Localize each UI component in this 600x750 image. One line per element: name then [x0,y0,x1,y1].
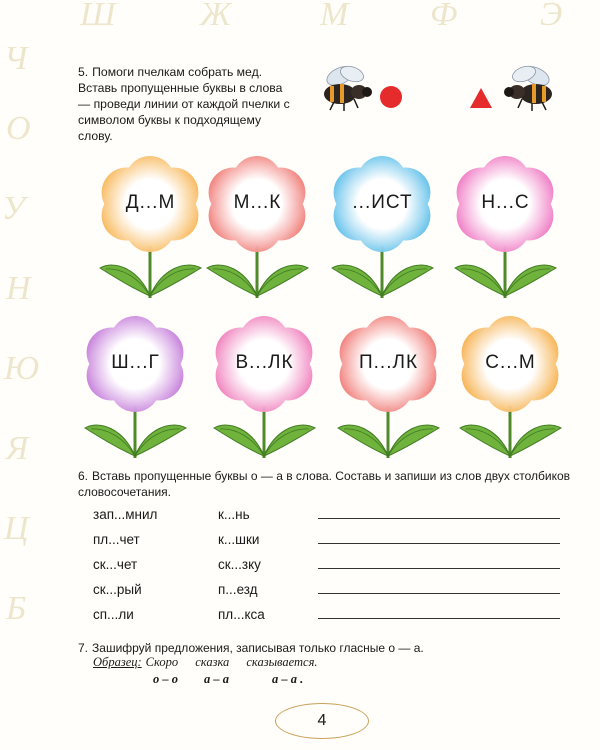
bee-left-illustration [316,64,378,114]
vowel-code: о – о [153,672,178,686]
flower-word: М...К [233,192,282,213]
exercise-5-number: 5. [78,65,89,79]
vowel-code: а – а [204,672,229,686]
flower-word: В...ЛК [235,352,294,373]
word-item: к...шки [218,532,260,547]
word-item: ск...чет [93,557,138,572]
sample-line [93,655,318,670]
word-item: пл...кса [218,607,265,622]
exercise-7-text: Зашифруй предложения, записывая только гласные о — а. [92,641,424,655]
flower-word: ...ИСТ [352,192,413,213]
bee-right-illustration [498,64,560,114]
sample-label: Образец: [93,655,142,669]
word-column-2 [218,502,265,627]
flower-card[interactable] [458,316,563,466]
word-item: пл...чет [93,532,140,547]
flower-word: Д...М [125,192,176,213]
flower-card[interactable] [336,316,441,466]
exercise-5-instructions [78,64,293,144]
exercise-6-instructions [78,468,578,500]
exercise-6-number: 6. [78,469,89,483]
flower-card[interactable] [83,316,188,466]
word-item: к...нь [218,507,250,522]
exercise-5-text: Помоги пчелкам собрать мед. Вставь пропущенные буквы в слова — проведи линии от каждой пчелки с символом буквы к подходящему слову. [78,65,290,143]
vowel-code: а – а . [272,672,304,686]
flower-card[interactable] [330,156,435,306]
red-circle-symbol [380,86,402,108]
flower-card[interactable] [205,156,310,306]
flower-card[interactable] [212,316,317,466]
red-triangle-symbol [470,88,492,108]
word-item: зап...мнил [93,507,158,522]
word-column-1 [93,502,157,627]
background-letter-pattern: Ч О У Н Ю Я Ц Б Ш Ж М Ф Э [2,0,563,627]
page-number: 4 [275,703,369,739]
answer-line[interactable] [318,543,560,544]
flower-word: С...М [485,352,536,373]
answer-line[interactable] [318,618,560,619]
flower-word: П...ЛК [358,352,419,373]
word-item: п...езд [218,582,258,597]
flower-card[interactable] [453,156,558,306]
word-item: ск...рый [93,582,142,597]
sample-sentence: Скоро сказка сказывается. [145,655,318,669]
answer-line[interactable] [318,568,560,569]
word-item: ск...зку [218,557,261,572]
flower-word: Ш...Г [111,352,160,373]
flower-card[interactable] [98,156,203,306]
exercise-6-text: Вставь пропущенные буквы о — а в слова. Составь и запиши из слов двух столбиков словосочетания. [78,469,571,499]
exercise-7-instructions [78,640,578,656]
flower-word: Н...С [481,192,530,213]
answer-line[interactable] [318,593,560,594]
answer-line[interactable] [318,518,560,519]
word-item: сп...ли [93,607,134,622]
exercise-7-number: 7. [78,641,89,655]
